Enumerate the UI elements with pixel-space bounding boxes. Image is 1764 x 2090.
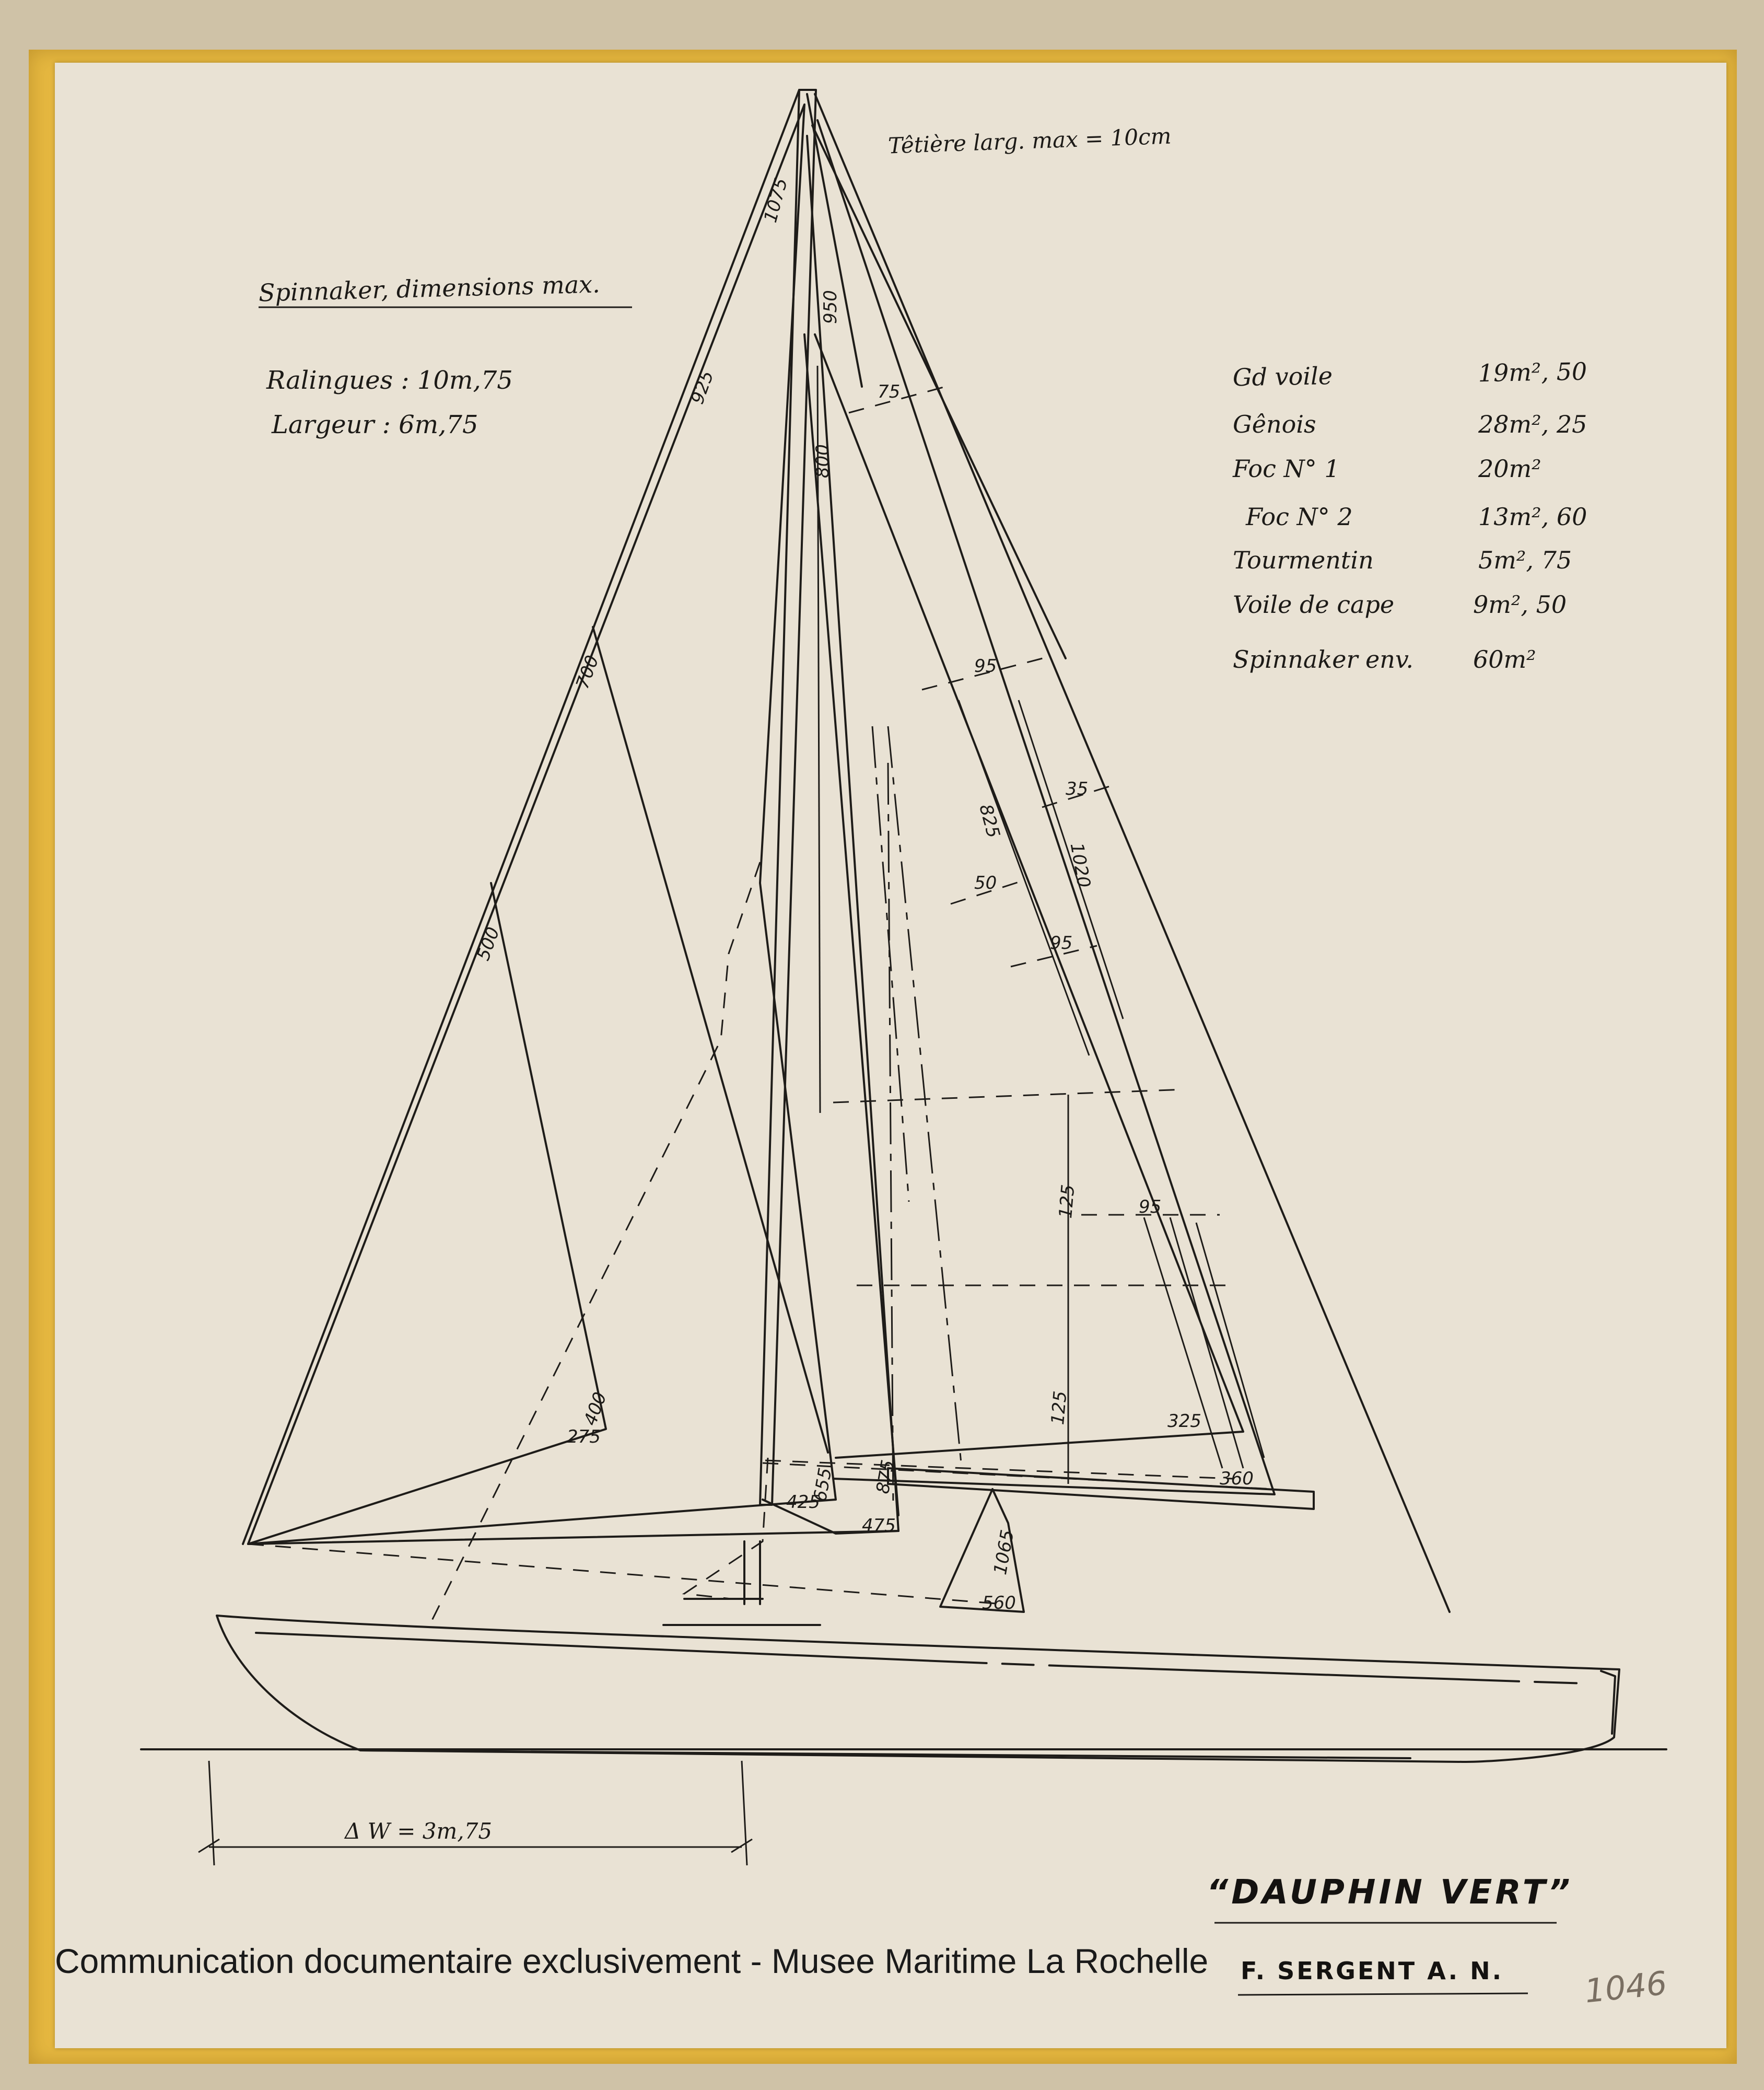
mainsail [817,120,1275,1494]
drawing-title-text: DAUPHIN VERT [1231,1873,1549,1912]
dim-50: 50 [974,873,997,893]
sail-name: Foc N° 2 [1246,503,1353,531]
dim-655: 655 [810,1466,836,1503]
dim-875: 875 [872,1458,899,1495]
waterline-note: Δ W = 3m,75 [345,1818,493,1844]
dim-75: 75 [878,381,901,402]
sail-name: Spinnaker env. [1233,645,1414,674]
sail-row [1233,410,1587,452]
sail-area: 19m², 50 [1478,357,1587,388]
dim-1075: 1075 [760,176,792,225]
sail-row [1246,503,1587,544]
sail-name: Gênois [1233,410,1316,438]
sail-row [1233,455,1557,496]
dim-360: 360 [1220,1468,1254,1489]
sail-name: Tourmentin [1233,546,1374,574]
spinnaker-ralingues: Ralingues : 10m,75 [266,366,513,395]
keel-line [360,1750,1410,1758]
jib-3 [593,627,828,1453]
dim-35: 35 [1066,779,1089,799]
sail-area: 5m², 75 [1478,546,1572,574]
dim-95b: 95 [1050,933,1073,954]
designer-signature: F. SERGENT A. N. [1241,1957,1504,1985]
sail-area: 20m² [1478,455,1541,483]
jib-1 [248,136,901,1544]
sail-row [1232,357,1587,405]
dim-325: 325 [1167,1411,1201,1432]
sail-area: 60m² [1473,645,1536,674]
watermark-text: Communication documentaire exclusivement - Musee Maritime La Rochelle [55,1942,1209,1980]
drawing-title: “DAUPHIN VERT” [1207,1873,1573,1912]
dim-800: 800 [812,444,833,478]
transom [1601,1671,1615,1734]
headboard-note: Têtière larg. max = 10cm [887,123,1172,159]
dim-925: 925 [687,368,718,407]
sail-area: 28m², 25 [1478,410,1587,438]
dim-400: 400 [580,1389,611,1429]
hull [217,1616,1619,1762]
dim-95a: 95 [974,656,997,677]
mainsail-trysail [815,334,1243,1458]
mast [760,90,816,1505]
dim-825: 825 [975,802,1004,841]
sail-row [1233,546,1572,588]
jib-2 [248,883,606,1544]
catalog-number: 1046 [1583,1964,1669,2011]
sail-name: Gd voile [1232,362,1333,392]
dim-560: 560 [982,1593,1016,1613]
sail-name: Foc N° 1 [1233,455,1340,483]
dim-700: 700 [572,653,603,692]
dim-1020: 1020 [1066,841,1095,890]
sheerline [256,1633,1588,1683]
sail-row [1233,645,1557,687]
sail-area: 9m², 50 [1473,590,1567,619]
dim-425: 425 [786,1492,820,1513]
dim-125b: 125 [1047,1390,1071,1426]
spinnaker-largeur: Largeur : 6m,75 [272,410,478,439]
dim-1065: 1065 [990,1528,1019,1576]
main-leech [815,94,1450,1612]
sail-area: 13m², 60 [1478,503,1587,531]
dim-950: 950 [820,290,841,324]
cabin-post [744,1541,760,1604]
dim-125a: 125 [1055,1183,1079,1220]
spinnaker-heading: Spinnaker, dimensions max. [258,270,601,307]
dim-275: 275 [567,1426,601,1447]
dim-95c: 95 [1139,1197,1162,1217]
genoa [248,104,836,1544]
sail-name: Voile de cape [1233,590,1395,619]
dim-500: 500 [473,924,504,963]
sail-row [1233,590,1567,632]
dim-475: 475 [862,1515,896,1536]
